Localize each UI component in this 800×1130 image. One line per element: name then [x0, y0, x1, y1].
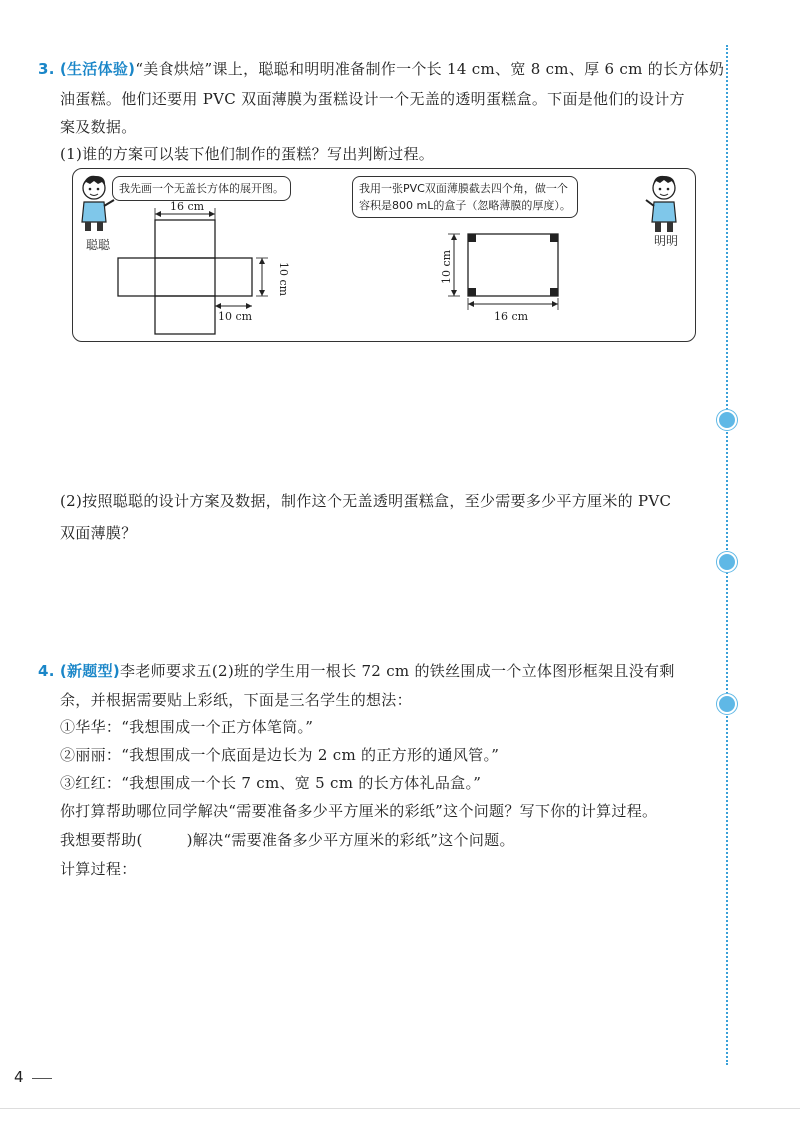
margin-dot-icon — [717, 410, 737, 430]
pvc-sheet-diagram — [430, 222, 570, 324]
mingming-speech-line-2: 容积是800 mL的盒子（忽略薄膜的厚度）。 — [359, 199, 571, 212]
q3-line-2: 油蛋糕。他们还要用 PVC 双面薄膜为蛋糕设计一个无盖的透明蛋糕盒。下面是他们的设计方 — [60, 90, 685, 108]
margin-dot-icon — [717, 694, 737, 714]
page-number: 4 — [14, 1068, 24, 1086]
q3-sub-question-2-line-2: 双面薄膜？ — [60, 524, 137, 542]
q4-line-1 — [38, 660, 675, 681]
sheet-left-label: 10 cm — [440, 249, 453, 284]
q3-sub-question-1: (1)谁的方案可以装下他们制作的蛋糕？写出判断过程。 — [60, 145, 435, 163]
q3-sub-question-2-line-1: (2)按照聪聪的设计方案及数据，制作这个无盖透明蛋糕盒，至少需要多少平方厘米的 PVC — [60, 492, 672, 510]
q4-tag: (新题型) — [59, 662, 121, 680]
q4-task-line: 你打算帮助哪位同学解决“需要准备多少平方厘米的彩纸”这个问题？写下你的计算过程。 — [60, 802, 658, 820]
q4-help-line — [60, 829, 515, 850]
q4-help-prefix: 我想要帮助( — [60, 831, 143, 849]
q4-help-suffix: )解决“需要准备多少平方厘米的彩纸”这个问题。 — [186, 831, 515, 849]
mingming-speech-line-1: 我用一张PVC双面薄膜截去四个角，做一个 — [359, 182, 568, 195]
q3-text-1: “美食烘焙”课上，聪聪和明明准备制作一个长 14 cm、宽 8 cm、厚 6 cm 的长方体奶 — [135, 60, 725, 78]
q4-line-2: 余，并根据需要贴上彩纸，下面是三名学生的想法： — [60, 691, 412, 709]
margin-dot-icon — [717, 552, 737, 572]
q3-line-1 — [38, 58, 724, 79]
net-side-label: 10 cm — [277, 262, 290, 297]
q3-tag: (生活体验) — [59, 60, 136, 78]
q4-item-3: ③红红：“我想围成一个长 7 cm、宽 5 cm 的长方体礼品盒。” — [60, 774, 482, 792]
net-bottom-label: 10 cm — [218, 310, 253, 323]
mingming-speech-bubble — [352, 176, 578, 218]
page-number-dash — [32, 1078, 52, 1079]
mingming-figure-icon — [644, 172, 684, 234]
sheet-bottom-label: 16 cm — [494, 310, 529, 323]
mingming-name: 明明 — [654, 234, 679, 248]
q3-line-3: 案及数据。 — [60, 118, 137, 136]
q4-item-2: ②丽丽：“我想围成一个底面是边长为 2 cm 的正方形的通风管。” — [60, 746, 500, 764]
bottom-rule — [0, 1108, 800, 1109]
box-net-diagram — [110, 196, 300, 344]
q4-item-1: ①华华：“我想围成一个正方体笔筒。” — [60, 718, 314, 736]
q4-calc-label: 计算过程： — [60, 860, 137, 878]
q3-number: 3. — [38, 60, 55, 78]
q4-text-1: 李老师要求五(2)班的学生用一根长 72 cm 的铁丝围成一个立体图形框架且没有剩 — [120, 662, 675, 680]
net-top-label: 16 cm — [170, 200, 205, 213]
congcong-speech-bubble: 我先画一个无盖长方体的展开图。 — [112, 176, 291, 201]
congcong-name: 聪聪 — [86, 238, 111, 252]
q4-number: 4. — [38, 662, 55, 680]
